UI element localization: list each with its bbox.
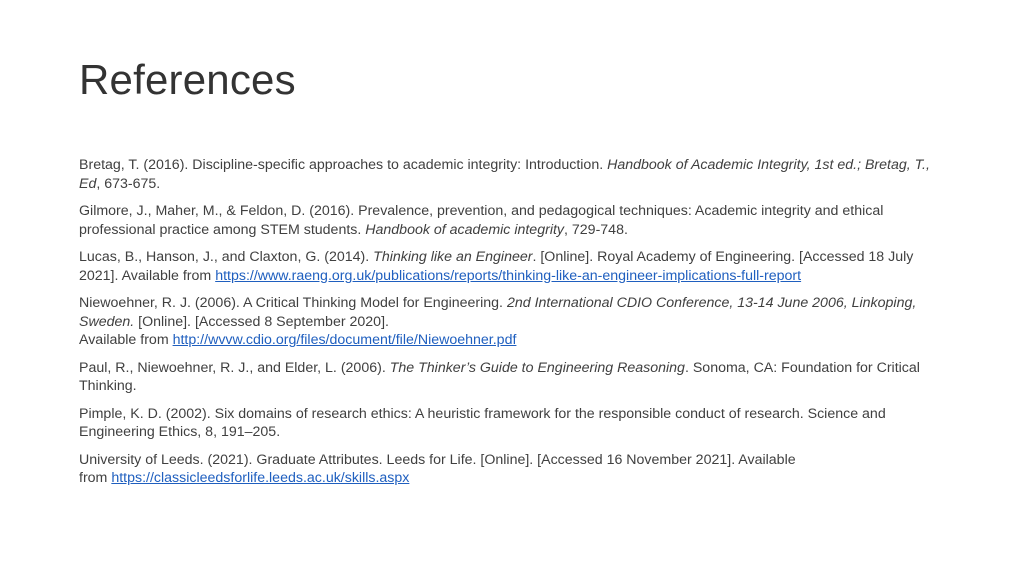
reference-source: Handbook of Academic Integrity, 1st ed.; Bretag, T., Ed: [79, 157, 930, 192]
reference-text: Lucas, B., Hanson, J., and Claxton, G. (2014).: [79, 249, 374, 265]
slide-title: References: [79, 56, 296, 103]
reference-details: . Sonoma, CA: Foundation for Critical Thinking.: [79, 359, 920, 394]
reference-item: [79, 202, 949, 239]
reference-pages: , 729-748.: [564, 221, 628, 238]
reference-pages: , 673-675.: [96, 175, 161, 192]
reference-source: Thinking like an Engineer: [373, 249, 533, 265]
reference-item: [79, 248, 949, 285]
reference-link[interactable]: https://www.raeng.org.uk/publications/reports/thinking-like-an-engineer-implications-full-report: [215, 267, 802, 284]
reference-text: Bretag, T. (2016). Discipline-specific approaches to academic integrity: Introduction.: [79, 157, 608, 173]
reference-item: [79, 156, 949, 193]
reference-item: [79, 294, 949, 350]
reference-text: Gilmore, J., Maher, M., & Feldon, D. (2016). Prevalence, prevention, and pedagogical techniques: Academic integrity and ethical professional practice among STEM students.: [79, 203, 884, 238]
reference-details: . [Online]. Royal Academy of Engineering. [Accessed 18 July 2021]. Available from: [79, 249, 914, 284]
reference-item: [79, 451, 949, 488]
reference-source: The Thinker’s Guide to Engineering Reasoning: [389, 359, 685, 376]
reference-item: [79, 359, 949, 396]
references-list: [79, 156, 949, 497]
reference-item: [79, 405, 949, 442]
reference-text: Paul, R., Niewoehner, R. J., and Elder, L. (2006).: [79, 359, 390, 376]
reference-text: Pimple, K. D. (2002). Six domains of research ethics: A heuristic framework for the responsible conduct of research. Science and Engineering Ethics, 8, 191–205.: [79, 405, 886, 440]
reference-source: Handbook of academic integrity: [365, 221, 565, 238]
reference-text: University of Leeds. (2021). Graduate Attributes. Leeds for Life. [Online]. [Accessed 16 November 2021]. Available: [79, 451, 796, 468]
reference-link[interactable]: https://classicleedsforlife.leeds.ac.uk/skills.aspx: [111, 470, 410, 486]
reference-text: Niewoehner, R. J. (2006). A Critical Thinking Model for Engineering.: [79, 295, 507, 311]
reference-link[interactable]: http://wvvw.cdio.org/files/document/file/Niewoehner.pdf: [172, 332, 517, 348]
reference-available: Available from: [79, 332, 173, 348]
reference-details: [Online]. [Accessed 8 September 2020].: [134, 313, 389, 330]
reference-source: 2nd International CDIO Conference, 13-14 June 2006, Linkoping, Sweden.: [79, 295, 917, 330]
reference-available: from: [79, 470, 112, 486]
